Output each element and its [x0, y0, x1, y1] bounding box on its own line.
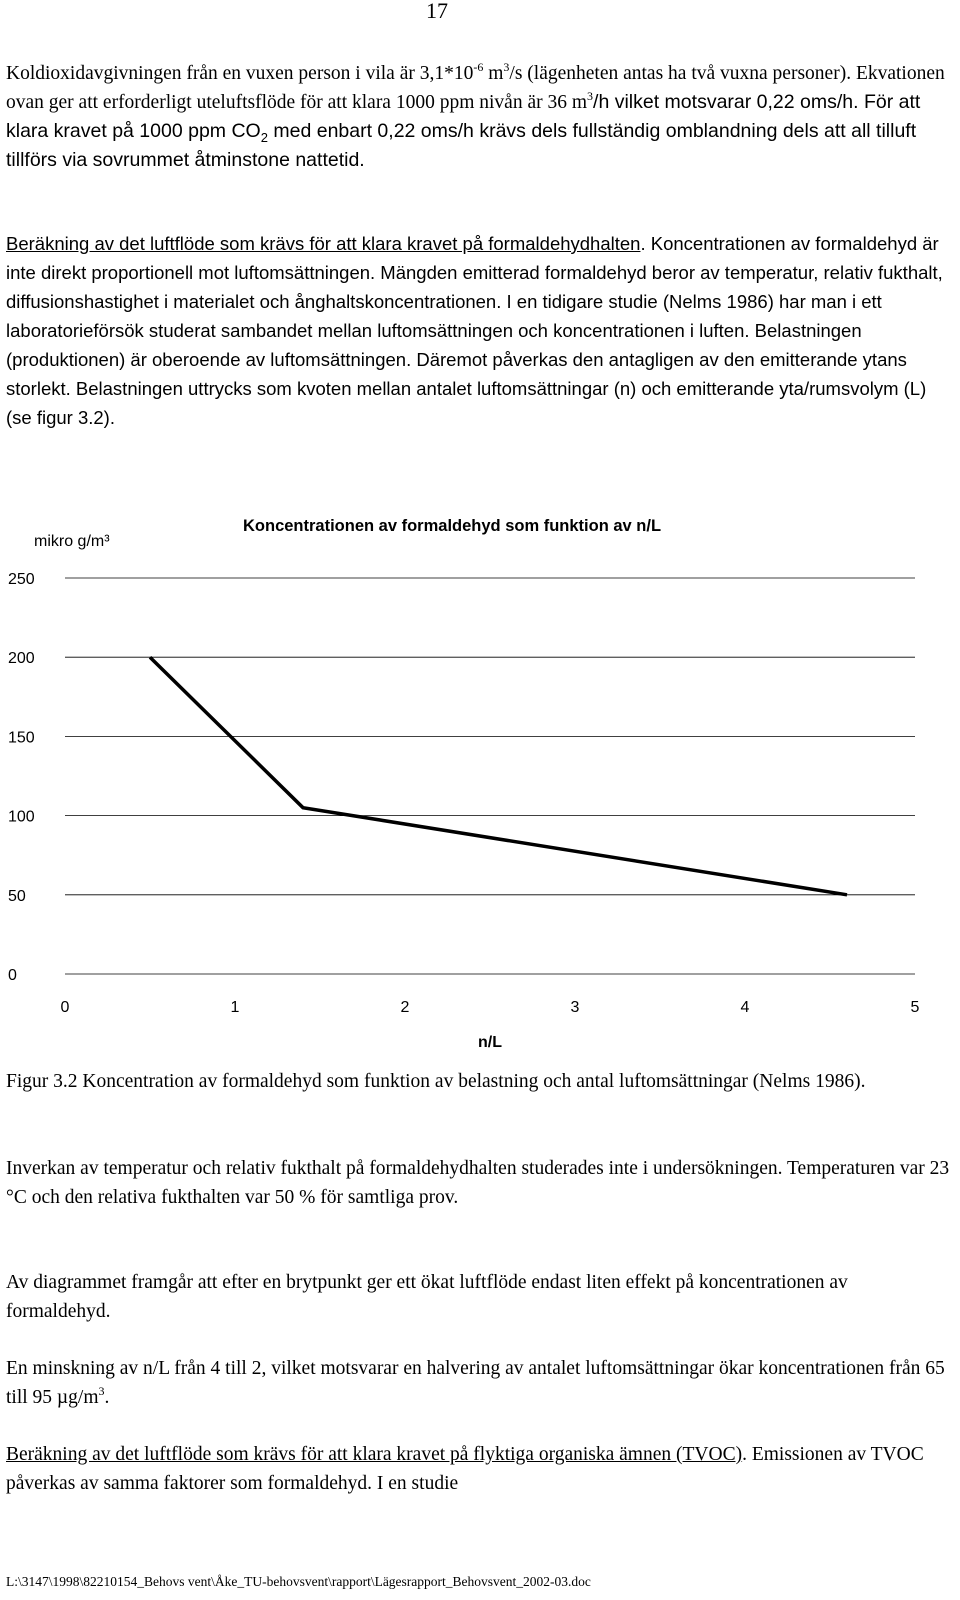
- chart-y-tick-label: 50: [8, 887, 26, 905]
- p1-sub-d: 2: [260, 129, 268, 145]
- chart-series: [150, 657, 847, 895]
- paragraph-diagram-conclusion: Av diagrammet framgår att efter en brytpunkt ger ett ökat luftflöde endast liten effekt på koncentrationen av formaldehyd.: [6, 1272, 848, 1322]
- chart-gridlines: [65, 578, 915, 974]
- p1-text-c: /s (lägenheten antas ha två vuxna personer). Ekvationen ovan ger att erforderligt uteluftsflöde för att klara 1000 ppm nivån är 36 m: [6, 63, 945, 113]
- p2-heading-end: .: [640, 233, 646, 254]
- chart-x-tick-label: 5: [910, 999, 920, 1016]
- p5-text-a: En minskning av n/L från 4 till 2, vilket motsvarar en halvering av antalet luftomsättningar ökar koncentrationen från 65 till 95: [6, 1358, 945, 1408]
- p1-sup-a: -6: [473, 59, 484, 74]
- degree-symbol: °: [6, 1187, 14, 1208]
- p5-text-c: .: [104, 1387, 110, 1408]
- p1-sup-c: 3: [587, 88, 594, 103]
- p5-text-b: g/m: [68, 1387, 99, 1408]
- p1-text-d: /h vilket motsvarar 0,22 oms/h. För att klara kravet på 1000 ppm CO: [6, 91, 921, 142]
- formaldehyde-chart: [0, 500, 960, 1060]
- section-heading-tvoc: Beräkning av det luftflöde som krävs för att klara kravet på flyktiga organiska ämnen (TVOC): [6, 1444, 743, 1465]
- paragraph-co2: [6, 59, 956, 175]
- p1-sup-b: 3: [503, 59, 510, 74]
- chart-y-tick-label: 200: [8, 650, 35, 668]
- chart-series-line: [150, 657, 847, 895]
- section-heading-formaldehyde: Beräkning av det luftflöde som krävs för att klara kravet på formaldehydhalten: [6, 233, 641, 254]
- p6-body: Emissionen av TVOC påverkas av samma faktorer som formaldehyd. I en studie: [6, 1444, 924, 1494]
- chart-x-axis-label: n/L: [478, 1034, 502, 1051]
- chart-x-tick-label: 3: [570, 999, 580, 1016]
- p1-text-a: Koldioxidavgivningen från en vuxen person i vila är 3,1*10: [6, 63, 474, 84]
- chart-x-tick-label: 2: [400, 999, 410, 1016]
- p3-text-b: C och den relativa fukthalten var 50 % för samtliga prov.: [13, 1187, 459, 1208]
- page-number: 17: [426, 0, 448, 23]
- p1-text-b: m: [483, 63, 504, 84]
- chart-y-axis-label: mikro g/m³: [34, 533, 110, 550]
- chart-title: Koncentrationen av formaldehyd som funktion av n/L: [243, 517, 662, 535]
- chart-y-tick-label: 150: [8, 729, 35, 747]
- p3-text-a: Inverkan av temperatur och relativ fukthalt på formaldehydhalten studerades inte i undersökningen. Temperaturen var 23: [6, 1158, 950, 1179]
- p1-text-e: med enbart 0,22 oms/h krävs dels fullständig omblandning dels att all tilluft tillförs via sovrummet åtminstone nattetid.: [6, 120, 917, 171]
- chart-y-tick-label: 0: [8, 967, 17, 984]
- chart-x-tick-label: 1: [230, 999, 240, 1016]
- chart-y-tick-label: 250: [8, 571, 35, 588]
- footer-file-path: L:\3147\1998\82210154_Behovs vent\Åke_TU-behovsvent\rapport\Lägesrapport_Behovsvent_2002-03.doc: [6, 1574, 591, 1589]
- paragraph-formaldehyde: [6, 229, 956, 432]
- p6-heading-end: .: [742, 1444, 747, 1465]
- figure-caption: Figur 3.2 Koncentration av formaldehyd som funktion av belastning och antal luftomsättningar (Nelms 1986).: [6, 1071, 866, 1092]
- chart-x-tick-labels: [61, 999, 920, 1016]
- p5-sup: 3: [98, 1383, 105, 1398]
- chart-y-tick-label: 100: [8, 808, 35, 826]
- chart-y-tick-labels: [8, 571, 35, 984]
- paragraph-temperature: [6, 1154, 956, 1212]
- paragraph-tvoc: [6, 1440, 956, 1498]
- chart-x-tick-label: 4: [740, 999, 750, 1016]
- mu-symbol: µ: [56, 1387, 69, 1408]
- chart-x-tick-label: 0: [60, 999, 70, 1016]
- p2-body: Koncentrationen av formaldehyd är inte direkt proportionell mot luftomsättningen. Mängden emitterad formaldehyd beror av temperatur, relativ fukthalt, diffusionshastighet i materialet och ånghaltskoncentrationen. I en tidigare studie (Nelms 1986) har man i ett laboratorieförsök studerat sambandet mellan luftomsättningen och koncentrationen i luften. Belastningen (produktionen) är oberoende av luftomsättningen. Däremot påverkas den antagligen av den emitterande ytans storlekt. Belastningen uttrycks som kvoten mellan antalet luftomsättningar (n) och emitterande yta/rumsvolym (L) (se figur 3.2).: [6, 233, 943, 428]
- paragraph-reduction: [6, 1354, 956, 1412]
